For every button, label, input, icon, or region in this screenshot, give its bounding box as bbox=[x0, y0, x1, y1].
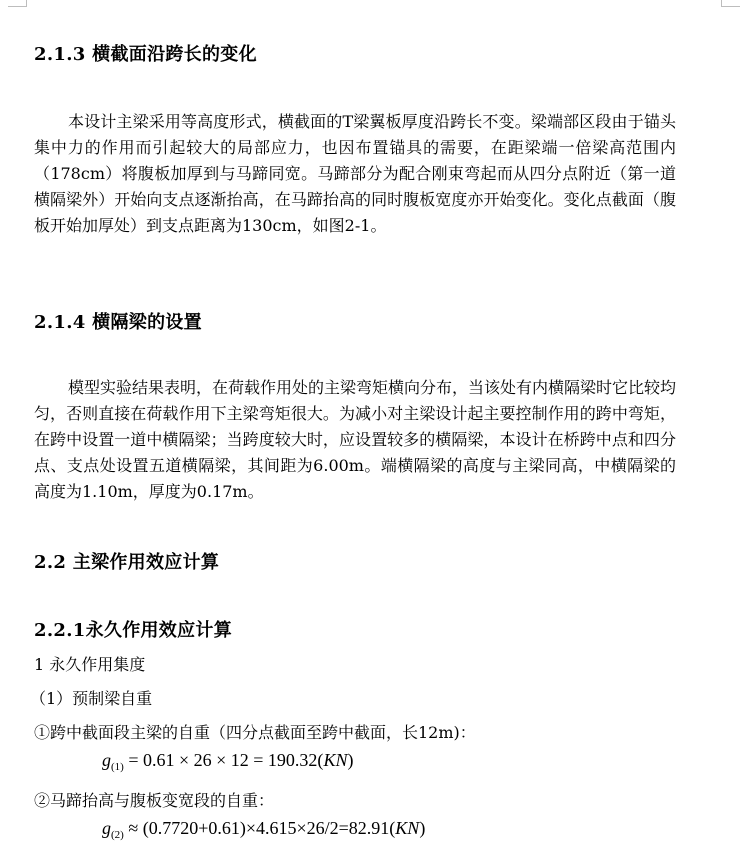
formula-g2-symbol: g bbox=[102, 818, 111, 838]
list-item-precast-beam-weight: （1）预制梁自重 bbox=[30, 689, 153, 708]
heading-2-2-1: 2.2.1永久作用效应计算 bbox=[34, 620, 233, 641]
heading-2-1-4: 2.1.4 横隔梁的设置 bbox=[34, 312, 202, 333]
formula-g2-expression: ≈ (0.7720+0.61)×4.615×26/2=82.91( bbox=[123, 818, 396, 838]
heading-2-2: 2.2 主梁作用效应计算 bbox=[34, 552, 220, 573]
list-item-heel-raise-segment-weight: ②马蹄抬高与腹板变宽段的自重： bbox=[34, 791, 275, 810]
list-item-permanent-load-intensity: 1 永久作用集度 bbox=[34, 655, 146, 674]
formula-g1-unit: KN bbox=[323, 750, 348, 770]
formula-g2-tail: ) bbox=[419, 818, 426, 838]
formula-g2 bbox=[102, 818, 425, 841]
formula-g2-unit: KN bbox=[395, 818, 420, 838]
formula-g1-symbol: g bbox=[102, 750, 111, 770]
formula-g1-tail: ) bbox=[347, 750, 354, 770]
formula-g1-expression: = 0.61 × 26 × 12 = 190.32( bbox=[123, 750, 324, 770]
paragraph-cross-section-variation: 本设计主梁采用等高度形式，横截面的T梁翼板厚度沿跨长不变。梁端部区段由于锚头集中力的作用而引起较大的局部应力，也因布置锚具的需要，在距梁端一倍梁高范围内（178cm）将腹板加厚到与马蹄同宽。马蹄部分为配合刚束弯起而从四分点附近（第一道横隔梁外）开始向支点逐渐抬高，在马蹄抬高的同时腹板宽度亦开始变化。变化点截面（腹板开始加厚处）到支点距离为130cm，如图2-1。 bbox=[34, 112, 676, 235]
heading-2-1-3: 2.1.3 横截面沿跨长的变化 bbox=[34, 44, 257, 65]
formula-g2-subscript: (2) bbox=[111, 829, 124, 841]
formula-g1-subscript: (1) bbox=[111, 761, 124, 773]
page-corner-mark-left bbox=[8, 0, 27, 7]
page-corner-mark-right bbox=[721, 0, 740, 7]
list-item-midspan-segment-weight: ①跨中截面段主梁的自重（四分点截面至跨中截面，长12m)： bbox=[34, 723, 476, 742]
paragraph-diaphragm-setup: 模型实验结果表明，在荷载作用处的主梁弯矩横向分布，当该处有内横隔梁时它比较均匀，否则直接在荷载作用下主梁弯矩很大。为减小对主梁设计起主要控制作用的跨中弯矩，在跨中设置一道中横隔梁；当跨度较大时，应设置较多的横隔梁，本设计在桥跨中点和四分点、支点处设置五道横隔梁，其间距为6.00m。端横隔梁的高度与主梁同高，中横隔梁的高度为1.10m，厚度为0.17m。 bbox=[34, 378, 677, 501]
formula-g1 bbox=[102, 750, 353, 773]
